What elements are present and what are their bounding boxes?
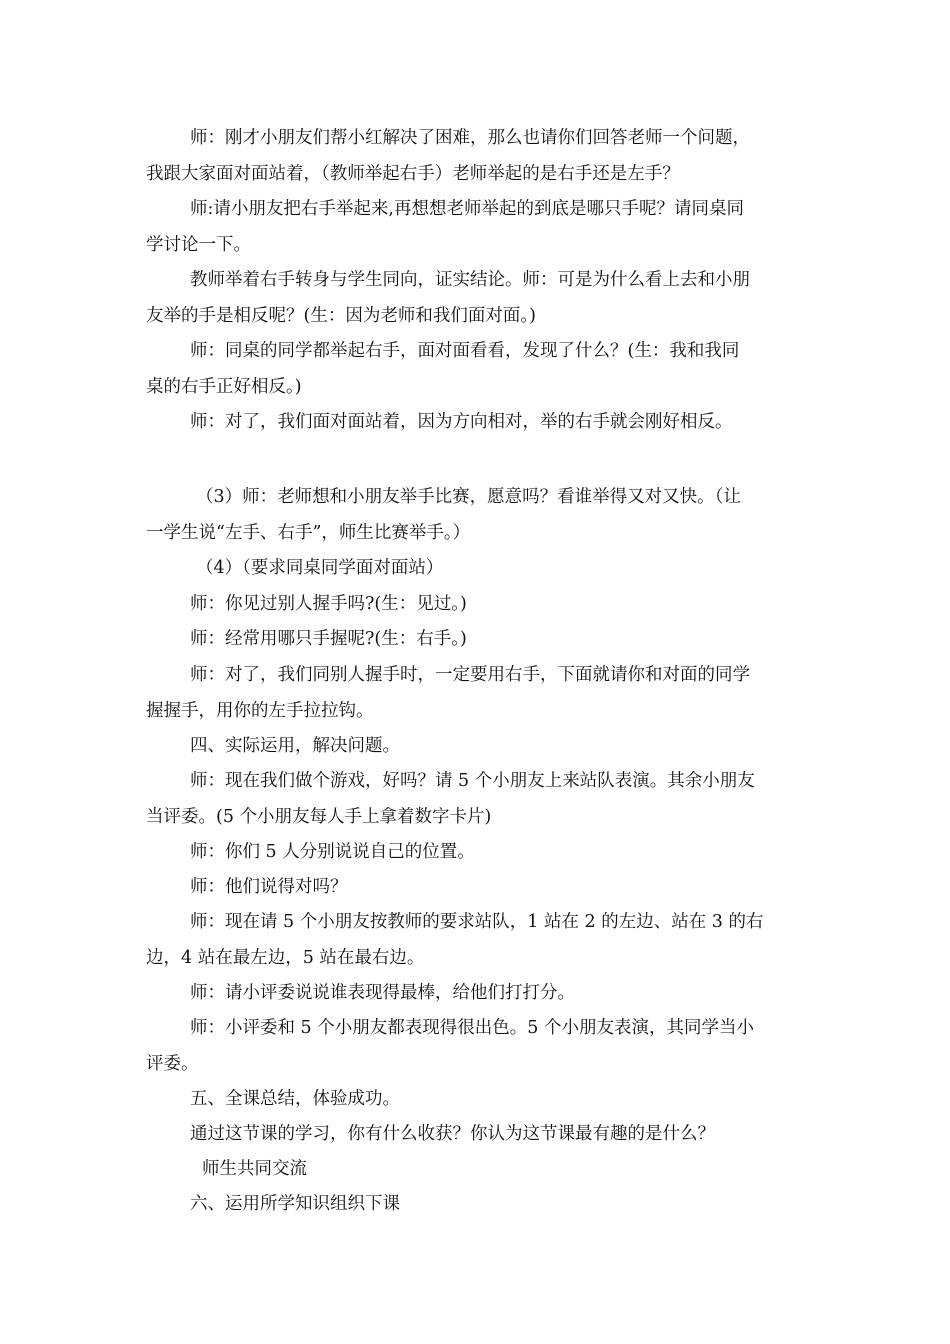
text-line: 师：同桌的同学都举起右手，面对面看看，发现了什么？(生：我和我同 xyxy=(190,341,740,361)
paragraph-8 xyxy=(146,587,810,623)
text-line: 桌的右手正好相反。) xyxy=(146,376,302,397)
paragraph-14 xyxy=(146,870,810,906)
text-line: 师：你们 5 人分别说说自己的位置。 xyxy=(190,842,475,862)
text-line: 一学生说“左手、右手”，师生比赛举手。） xyxy=(146,522,471,543)
text-line: 友举的手是相反呢？(生：因为老师和我们面对面。) xyxy=(146,305,536,326)
text-line: 边，4 站在最左边，5 站在最右边。 xyxy=(146,947,425,968)
text-line: （4）（要求同桌同学面对面站） xyxy=(196,558,444,578)
paragraph-19 xyxy=(146,1117,810,1153)
text-line: 师：经常用哪只手握呢?(生：右手。) xyxy=(190,629,467,649)
paragraph-4 xyxy=(146,334,810,405)
section-heading-4 xyxy=(146,729,810,765)
text-line: 师生共同交流 xyxy=(202,1159,307,1179)
paragraph-17 xyxy=(146,1011,810,1082)
text-line: 师：现在我们做个游戏，好吗？请 5 个小朋友上来站队表演。其余小朋友 xyxy=(190,771,755,791)
text-line: 师：请小评委说说谁表现得最棒，给他们打打分。 xyxy=(190,983,575,1003)
paragraph-2 xyxy=(146,192,810,263)
section-heading-5 xyxy=(146,1082,810,1118)
text-line: 教师举着右手转身与学生同向，证实结论。师：可是为什么看上去和小朋 xyxy=(190,270,750,290)
text-line: 师：小评委和 5 个小朋友都表现得很出色。5 个小朋友表演，其同学当小 xyxy=(190,1018,754,1038)
text-line: 师：你见过别人握手吗?(生：见过。) xyxy=(190,594,467,614)
text-line: 学讨论一下。 xyxy=(146,234,251,255)
text-line: 五、全课总结，体验成功。 xyxy=(190,1089,400,1109)
paragraph-12 xyxy=(146,764,810,835)
text-line: 师:请小朋友把右手举起来,再想想老师举起的到底是哪只手呢？请同桌同 xyxy=(190,199,744,219)
text-line: 当评委。(5 个小朋友每人手上拿着数字卡片) xyxy=(146,806,492,827)
text-line: 师：他们说得对吗？ xyxy=(190,877,348,897)
paragraph-7 xyxy=(146,551,810,587)
text-line: 评委。 xyxy=(146,1053,199,1074)
paragraph-10 xyxy=(146,658,810,729)
text-line: 六、运用所学知识组织下课 xyxy=(190,1194,400,1214)
paragraph-1 xyxy=(146,121,810,192)
text-line: （3）师：老师想和小朋友举手比赛，愿意吗？看谁举得又对又快。（让 xyxy=(196,487,741,507)
paragraph-9 xyxy=(146,622,810,658)
paragraph-16 xyxy=(146,976,810,1012)
paragraph-20 xyxy=(146,1152,810,1188)
paragraph-5 xyxy=(146,405,810,441)
text-line: 我跟大家面对面站着，（教师举起右手）老师举起的是右手还是左手？ xyxy=(146,163,680,184)
text-line: 师：现在请 5 个小朋友按教师的要求站队，1 站在 2 的左边、站在 3 的右 xyxy=(190,912,764,932)
text-line: 师：对了，我们面对面站着，因为方向相对，举的右手就会刚好相反。 xyxy=(190,412,733,432)
paragraph-15 xyxy=(146,905,810,976)
text-line: 握握手，用你的左手拉拉钩。 xyxy=(146,700,374,721)
paragraph-6 xyxy=(146,480,810,551)
paragraph-13 xyxy=(146,835,810,871)
text-line: 师：刚才小朋友们帮小红解决了困难，那么也请你们回答老师一个问题， xyxy=(190,128,750,148)
text-line: 通过这节课的学习，你有什么收获？你认为这节课最有趣的是什么？ xyxy=(190,1124,715,1144)
text-line: 师：对了，我们同别人握手时，一定要用右手，下面就请你和对面的同学 xyxy=(190,665,750,685)
text-line: 四、实际运用，解决问题。 xyxy=(190,736,400,756)
paragraph-3 xyxy=(146,263,810,334)
section-heading-6 xyxy=(146,1187,810,1223)
